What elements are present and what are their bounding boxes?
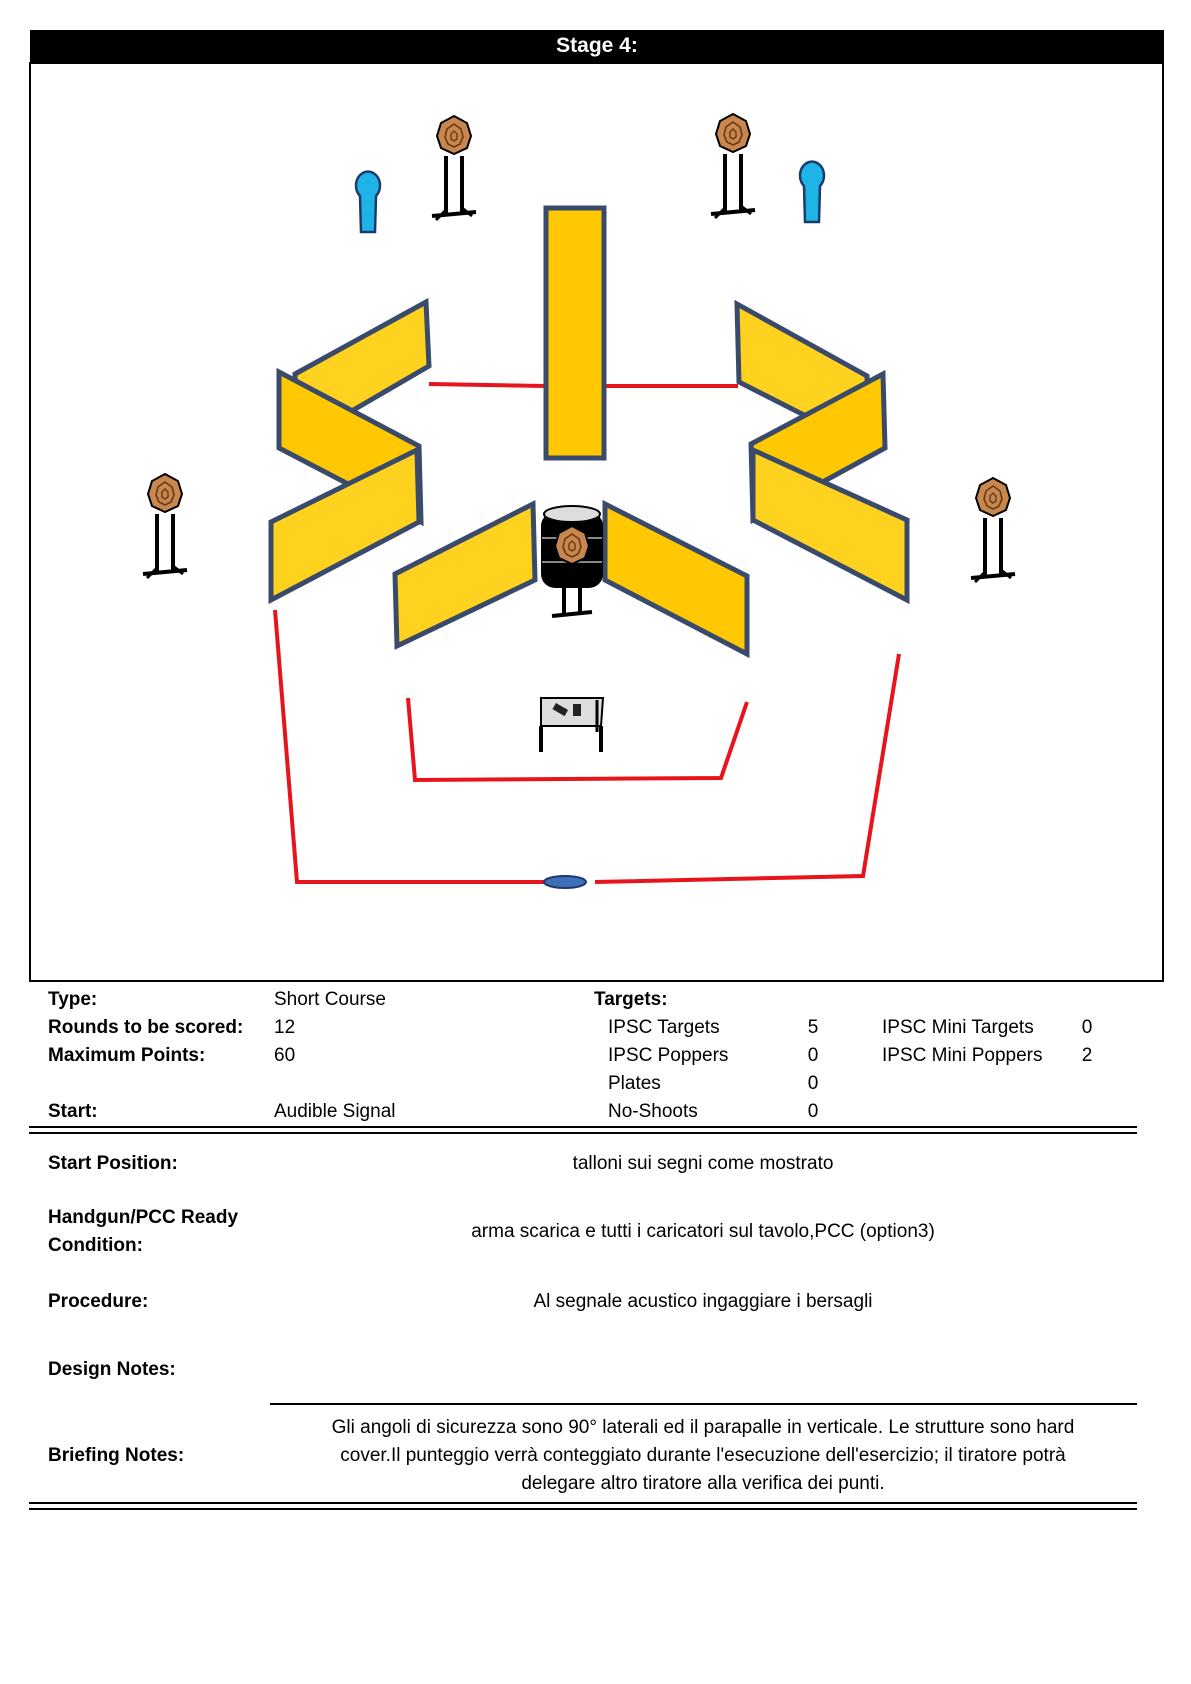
wall-left-structure [271,302,429,600]
procedure-label: Procedure: [48,1291,149,1312]
start-position-marker [544,876,586,888]
design-notes-label: Design Notes: [48,1359,176,1380]
procedure-value: Al segnale acustico ingaggiare i bersagli [533,1291,873,1312]
no-shoots-label: No-Shoots [608,1101,698,1122]
wall-center [546,208,604,458]
plates-label: Plates [608,1073,661,1094]
wall-right-structure [737,304,907,600]
rounds-value: 12 [274,1017,296,1038]
briefing-notes-line-2: cover.Il punteggio verrà conteggiato durante l'esecuzione dell'esercizio; il tiratore potrà [340,1445,1066,1466]
briefing-notes-line-1: Gli angoli di sicurezza sono 90° laterali ed il parapalle in verticale. Le strutture sono hard [331,1417,1075,1438]
ipsc-target-icon [432,116,476,220]
ready-condition-label-2: Condition: [48,1235,143,1256]
ready-condition-label-1: Handgun/PCC Ready [48,1207,239,1228]
points-value: 60 [274,1045,296,1066]
stage-diagram [29,62,1164,982]
stage-title: Stage 4: [30,30,1164,62]
mini-poppers-value: 2 [1081,1045,1093,1066]
mini-popper-icon [800,162,824,222]
mini-targets-label: IPSC Mini Targets [882,1017,1034,1038]
divider [29,1132,1137,1134]
ready-condition-value: arma scarica e tutti i caricatori sul tavolo,PCC (option3) [471,1221,935,1242]
briefing-notes-label: Briefing Notes: [48,1445,185,1466]
ipsc-target-icon [711,114,755,218]
ipsc-target-icon [971,478,1015,582]
divider [29,1502,1137,1504]
ipsc-poppers-label: IPSC Poppers [608,1045,729,1066]
targets-label: Targets: [594,989,668,1010]
start-value: Audible Signal [274,1101,396,1122]
briefing-notes-line-3: delegare altro tiratore alla verifica dei punti. [521,1473,885,1494]
start-position-label: Start Position: [48,1153,178,1174]
mini-poppers-label: IPSC Mini Poppers [882,1045,1043,1066]
table-icon [541,698,603,752]
mini-popper-icon [356,172,380,232]
rounds-label: Rounds to be scored: [48,1017,244,1038]
ipsc-poppers-value: 0 [807,1045,819,1066]
divider [29,1508,1137,1510]
start-position-value: talloni sui segni come mostrato [572,1153,834,1174]
type-label: Type: [48,989,98,1010]
type-value: Short Course [274,989,386,1010]
wall-inner-right [605,504,747,654]
divider [270,1403,1137,1405]
ipsc-target-icon [143,474,187,578]
points-label: Maximum Points: [48,1045,206,1066]
plates-value: 0 [807,1073,819,1094]
no-shoots-value: 0 [807,1101,819,1122]
divider [29,1126,1137,1128]
mini-targets-value: 0 [1081,1017,1093,1038]
start-label: Start: [48,1101,98,1122]
ipsc-targets-value: 5 [807,1017,819,1038]
barrel-icon [541,506,603,616]
ipsc-targets-label: IPSC Targets [608,1017,720,1038]
